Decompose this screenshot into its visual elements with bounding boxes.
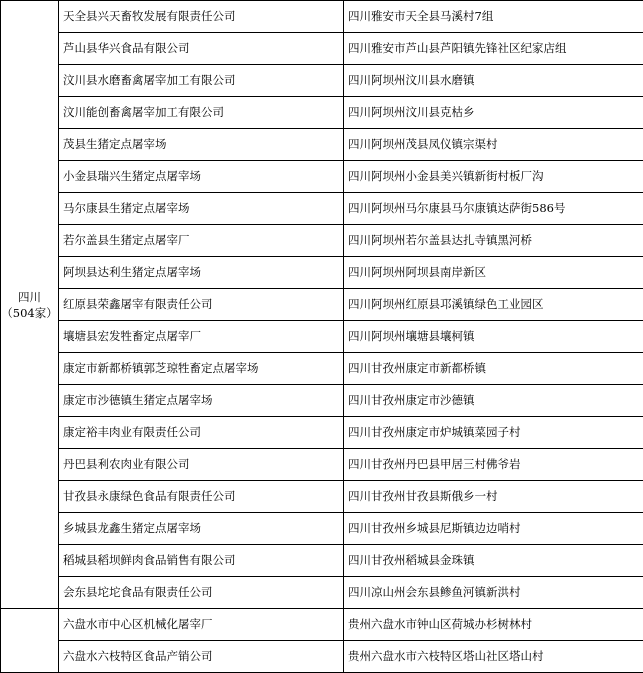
address-cell: 四川甘孜州康定市新都桥镇 [344,353,643,385]
company-name-cell: 丹巴县利农肉业有限公司 [59,449,344,481]
company-name-cell: 甘孜县永康绿色食品有限责任公司 [59,481,344,513]
address-cell: 四川阿坝州若尔盖县达扎寺镇黑河桥 [344,225,643,257]
table-row [1,97,643,129]
address-cell: 四川甘孜州丹巴县甲居三村佛爷岩 [344,449,643,481]
address-cell: 四川阿坝州壤塘县壤柯镇 [344,321,643,353]
address-cell: 四川甘孜州稻城县金珠镇 [344,545,643,577]
address-cell: 四川阿坝州汶川县克枯乡 [344,97,643,129]
address-cell: 贵州六盘水市六枝特区塔山社区塔山村 [344,641,643,673]
company-name-cell: 汶川县水磨畜禽屠宰加工有限公司 [59,65,344,97]
table-row [1,193,643,225]
table-row [1,33,643,65]
company-name-cell: 六盘水六枝特区食品产销公司 [59,641,344,673]
company-name-cell: 马尔康县生猪定点屠宰场 [59,193,344,225]
table-row [1,1,643,33]
table-row [1,545,643,577]
company-name-cell: 康定市沙德镇生猪定点屠宰场 [59,385,344,417]
company-name-cell: 康定市新都桥镇郭芝琼牲畜定点屠宰场 [59,353,344,385]
table-row [1,513,643,545]
table-row [1,289,643,321]
address-cell: 四川阿坝州茂县凤仪镇宗渠村 [344,129,643,161]
company-name-cell: 茂县生猪定点屠宰场 [59,129,344,161]
table-row [1,481,643,513]
table-row [1,385,643,417]
province-count: （504家） [1,305,58,321]
address-cell: 四川阿坝州小金县美兴镇新街村板厂沟 [344,161,643,193]
address-cell: 四川雅安市芦山县芦阳镇先锋社区纪家店组 [344,33,643,65]
company-name-cell: 天全县兴天畜牧发展有限责任公司 [59,1,344,33]
address-cell: 四川雅安市天全县马溪村7组 [344,1,643,33]
company-name-cell: 红原县荣鑫屠宰有限责任公司 [59,289,344,321]
table-body [1,1,643,673]
province-name: 四川 [1,289,58,305]
company-name-cell: 小金县瑞兴生猪定点屠宰场 [59,161,344,193]
province-cell [1,1,59,609]
company-name-cell: 六盘水市中心区机械化屠宰厂 [59,609,344,641]
table-row [1,609,643,641]
table-row [1,65,643,97]
address-cell: 四川凉山州会东县鲹鱼河镇新洪村 [344,577,643,609]
table-row [1,161,643,193]
address-cell: 四川甘孜州甘孜县斯俄乡一村 [344,481,643,513]
company-name-cell: 会东县坨坨食品有限责任公司 [59,577,344,609]
company-name-cell: 汶川能创畜禽屠宰加工有限公司 [59,97,344,129]
company-name-cell: 康定裕丰肉业有限责任公司 [59,417,344,449]
address-cell: 四川阿坝州汶川县水磨镇 [344,65,643,97]
address-cell: 四川阿坝州红原县邛溪镇绿色工业园区 [344,289,643,321]
table-row [1,353,643,385]
company-name-cell: 乡城县龙鑫生猪定点屠宰场 [59,513,344,545]
table-row [1,321,643,353]
company-name-cell: 若尔盖县生猪定点屠宰厂 [59,225,344,257]
table-row [1,257,643,289]
address-cell: 四川甘孜州康定市沙德镇 [344,385,643,417]
company-name-cell: 阿坝县达利生猪定点屠宰场 [59,257,344,289]
table-row [1,225,643,257]
table-row [1,417,643,449]
company-name-cell: 壤塘县宏发牲畜定点屠宰厂 [59,321,344,353]
address-cell: 四川阿坝州阿坝县南岸新区 [344,257,643,289]
company-name-cell: 稻城县稻坝鲜肉食品销售有限公司 [59,545,344,577]
table-row [1,641,643,673]
table-row [1,449,643,481]
address-cell: 四川甘孜州乡城县尼斯镇边边哨村 [344,513,643,545]
table-row [1,129,643,161]
province-cell [1,609,59,673]
table-row [1,577,643,609]
address-cell: 贵州六盘水市钟山区荷城办杉树林村 [344,609,643,641]
address-cell: 四川甘孜州康定市炉城镇菜园子村 [344,417,643,449]
address-cell: 四川阿坝州马尔康县马尔康镇达萨街586号 [344,193,643,225]
company-name-cell: 芦山县华兴食品有限公司 [59,33,344,65]
